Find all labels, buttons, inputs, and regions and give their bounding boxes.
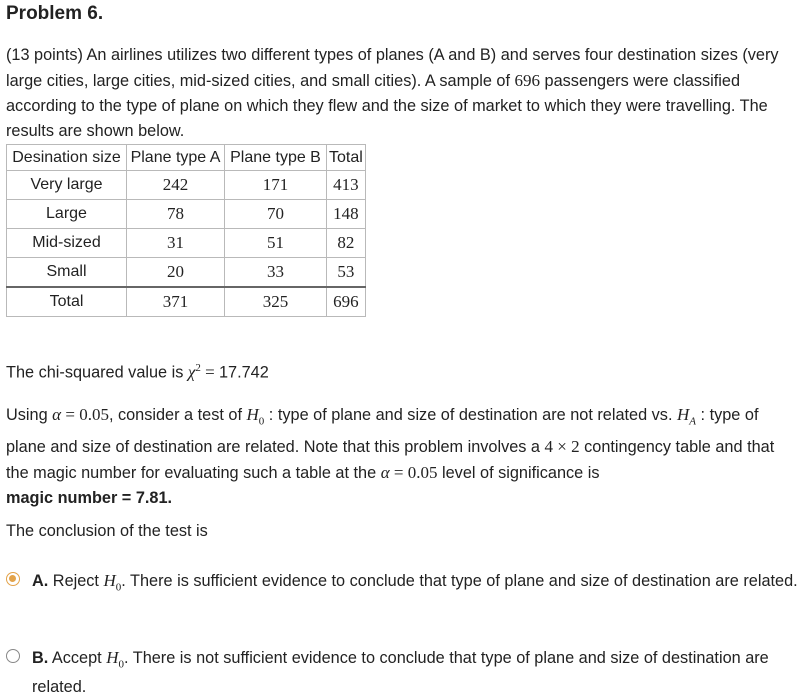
times-sign: × <box>553 437 572 457</box>
row-label: Very large <box>7 171 127 200</box>
row-label: Mid-sized <box>7 229 127 258</box>
cell-total: 696 <box>327 287 366 317</box>
alpha-symbol: α <box>52 405 62 424</box>
null-hypothesis-symbol: H <box>246 405 259 424</box>
alpha-symbol: α <box>380 463 390 483</box>
null-hypothesis-subscript: 0 <box>258 415 265 428</box>
chi-symbol: χ <box>187 362 196 382</box>
header-total: Total <box>327 145 366 171</box>
cell-plane-b: 70 <box>225 200 327 229</box>
conclusion-label: The conclusion of the test is <box>6 522 208 540</box>
test-text: : type of plane and size of destination are not related vs. <box>264 406 677 424</box>
cell-plane-b: 33 <box>225 258 327 288</box>
option-text: . There is not sufficient evidence to conclude that type of plane and size of destination are related. <box>32 649 769 697</box>
problem-intro <box>6 43 801 144</box>
chi-squared-statement <box>6 362 269 382</box>
test-text: contingency table and that the magic number for evaluating such a table at the <box>6 438 775 483</box>
magic-number: magic number = 7.81. <box>6 489 173 508</box>
row-label: Total <box>7 287 127 317</box>
table-dim-cols: 2 <box>571 437 580 457</box>
option-letter: B. <box>32 649 49 667</box>
intro-text-2: passengers were classified according to the type of plane on which they flew and the size of market to which they were travelling. The results are shown below. <box>6 72 768 140</box>
option-a[interactable] <box>6 569 804 599</box>
cell-plane-a: 242 <box>127 171 225 200</box>
header-destination: Desination size <box>7 145 127 171</box>
radio-unselected-icon[interactable] <box>6 649 20 663</box>
hypothesis-symbol: H <box>103 571 116 590</box>
cell-plane-b: 325 <box>225 287 327 317</box>
option-verb: Accept <box>48 649 107 667</box>
hypothesis-subscript: 0 <box>115 581 122 594</box>
hypothesis-subscript: 0 <box>118 658 124 671</box>
cell-plane-b: 51 <box>225 229 327 258</box>
test-text: level of significance is <box>437 464 600 483</box>
cell-plane-a: 371 <box>127 287 225 317</box>
row-label: Small <box>7 258 127 288</box>
hypothesis-test-text <box>6 402 801 511</box>
option-a-label <box>32 569 804 599</box>
cell-plane-a: 31 <box>127 229 225 258</box>
test-text: , consider a test of <box>108 406 247 424</box>
contingency-table <box>6 144 366 317</box>
equals-sign: = <box>389 463 408 483</box>
chi-equals: = <box>200 362 219 382</box>
cell-plane-a: 78 <box>127 200 225 229</box>
option-letter: A. <box>32 572 49 590</box>
table-row <box>7 200 366 229</box>
problem-title: Problem 6. <box>6 3 104 24</box>
cell-total: 53 <box>327 258 366 288</box>
table-row <box>7 229 366 258</box>
cell-total: 82 <box>327 229 366 258</box>
intro-text-1: (13 points) An airlines utilizes two different types of planes (A and B) and serves four destination sizes (very large cities, large cities, mid-sized cities, and small cities). A sample of <box>6 46 779 90</box>
hypothesis-symbol: H <box>106 648 119 667</box>
alt-hypothesis-subscript: A <box>689 415 697 428</box>
alpha-value: 0.05 <box>407 463 438 483</box>
option-text: . There is sufficient evidence to conclude that type of plane and size of destination are related. <box>121 572 798 590</box>
option-verb: Reject <box>48 572 104 590</box>
row-label: Large <box>7 200 127 229</box>
chi-exponent: 2 <box>195 362 201 374</box>
option-b[interactable] <box>6 646 804 699</box>
table-row <box>7 171 366 200</box>
table-row <box>7 258 366 288</box>
chi-value: 17.742 <box>218 363 269 382</box>
alpha-value: 0.05 <box>79 405 109 424</box>
table-header-row <box>7 145 366 171</box>
sample-size: 696 <box>514 71 541 90</box>
equals-sign: = <box>61 405 80 424</box>
test-text: : type of plane and size of destination are related. Note that this problem involves a <box>6 406 759 457</box>
alt-hypothesis-symbol: H <box>677 405 690 424</box>
chi-prefix: The chi-squared value is <box>6 363 188 382</box>
table-dim-rows: 4 <box>544 437 554 457</box>
option-b-label <box>32 646 804 699</box>
cell-total: 413 <box>327 171 366 200</box>
test-text: Using <box>6 406 53 424</box>
header-plane-a: Plane type A <box>127 145 225 171</box>
header-plane-b: Plane type B <box>225 145 327 171</box>
table-total-row <box>7 287 366 317</box>
cell-plane-b: 171 <box>225 171 327 200</box>
cell-total: 148 <box>327 200 366 229</box>
radio-selected-icon[interactable] <box>6 572 20 586</box>
cell-plane-a: 20 <box>127 258 225 288</box>
